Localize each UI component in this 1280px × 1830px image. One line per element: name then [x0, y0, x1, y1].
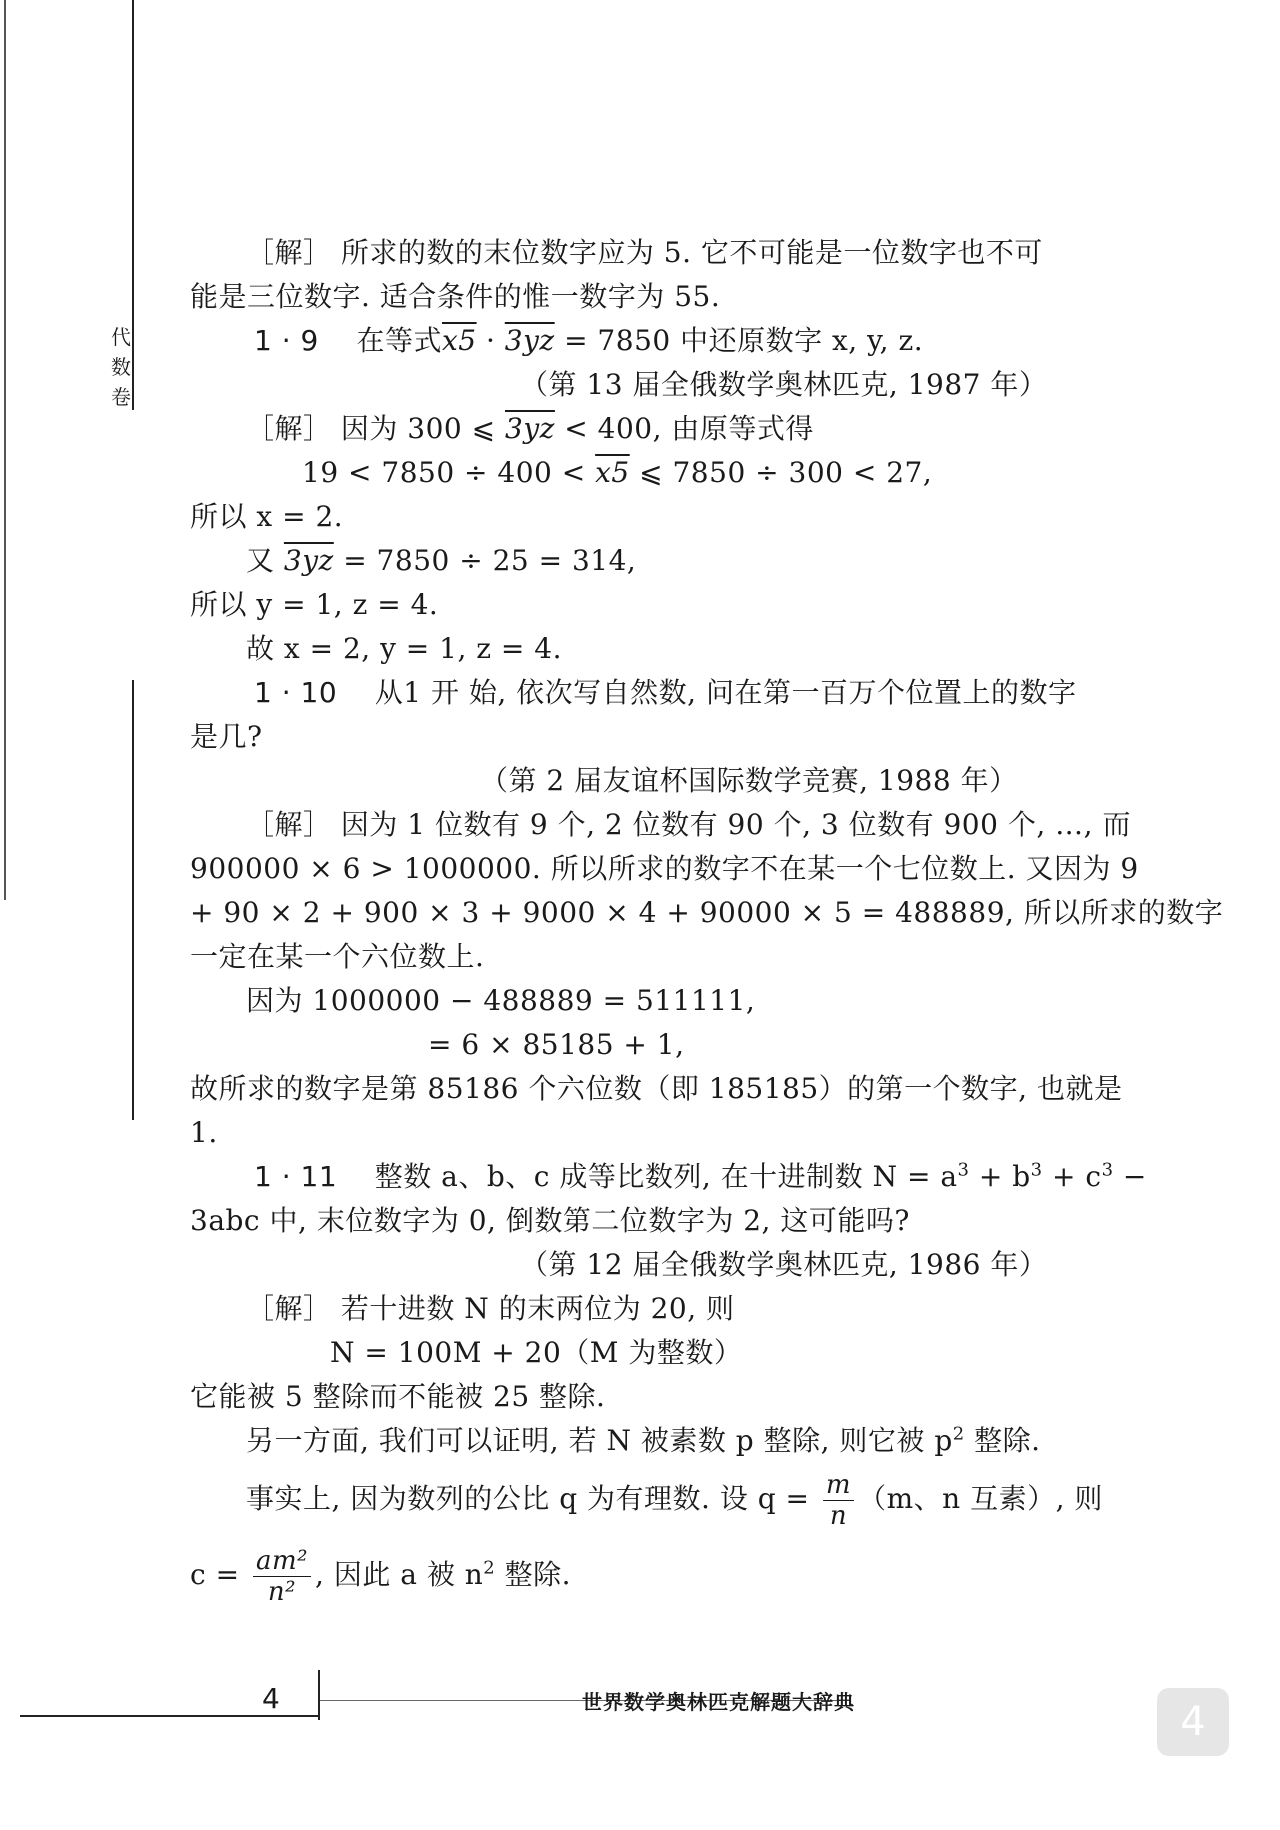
text-line: N = 100M + 20（M 为整数）	[330, 1336, 743, 1369]
footer-rule-left	[20, 1715, 320, 1717]
footer-divider	[318, 1670, 320, 1720]
text-line: + 90 × 2 + 900 × 3 + 9000 × 4 + 90000 × 5 = 488889, 所以所求的数字	[190, 896, 1224, 929]
text-line: 另一方面, 我们可以证明, 若 N 被素数 p 整除, 则它被 $p^2$ 整除.	[246, 1423, 1041, 1457]
text-line: ［解］ 若十进数 N 的末两位为 20, 则	[246, 1292, 735, 1325]
problem-source: （第 2 届友谊杯国际数学竞赛, 1988 年）	[480, 764, 1018, 797]
text-line: 所以 x = 2.	[190, 500, 344, 533]
text-line: 又 3yz = 7850 ÷ 25 = 314,	[246, 544, 637, 577]
problem-1-11: 1 · 11 整数 a、b、c 成等比数列, 在十进制数 $N = a^3 + b^3 + c^3$ −	[254, 1159, 1147, 1193]
text-line: 事实上, 因为数列的公比 q 为有理数. 设 q = $\frac{m}{n}$ （m、n 互素）, 则	[246, 1470, 1103, 1531]
text-line: 它能被 5 整除而不能被 25 整除.	[190, 1380, 606, 1413]
problem-1-10: 1 · 10 从1 开 始, 依次写自然数, 问在第一百万个位置上的数字	[254, 676, 1077, 709]
text-line: ［解］ 所求的数的末位数字应为 5. 它不可能是一位数字也不可	[246, 236, 1043, 269]
fraction-m-n: $\frac{m}{n}$	[823, 1470, 854, 1531]
text-line: 1.	[190, 1116, 218, 1149]
book-title: 世界数学奥林匹克解题大辞典	[582, 1690, 855, 1714]
text-line: 所以 y = 1, z = 4.	[190, 588, 439, 621]
left-margin-rule-bottom	[132, 680, 134, 1120]
text-line: 900000 × 6 > 1000000. 所以所求的数字不在某一个七位数上. 又因为 9	[190, 852, 1139, 885]
page-badge[interactable]: 4	[1157, 1688, 1229, 1756]
page-number: 4	[262, 1682, 280, 1715]
text-line: 是几?	[190, 720, 263, 753]
text-line: 3abc 中, 末位数字为 0, 倒数第二位数字为 2, 这可能吗?	[190, 1204, 910, 1237]
side-label: 代 数 卷	[111, 325, 131, 409]
text-line: c = $\frac{\text{am²}}{\text{n²}}$ , 因此 a 被 $n^2$ 整除.	[190, 1546, 572, 1607]
fraction-am2-n2: $\frac{\text{am²}}{\text{n²}}$	[253, 1546, 311, 1607]
text-line: 能是三位数字. 适合条件的惟一数字为 55.	[190, 280, 721, 313]
left-edge-rule	[4, 0, 6, 900]
text-line: = 6 × 85185 + 1,	[428, 1028, 685, 1061]
inequality-line: 19 < 7850 ÷ 400 < x5 ⩽ 7850 ÷ 300 < 27,	[302, 456, 933, 489]
problem-1-9: 1 · 9 在等式x5 · 3yz = 7850 中还原数字 x, y, z.	[254, 324, 924, 357]
problem-source: （第 13 届全俄数学奥林匹克, 1987 年）	[520, 368, 1048, 401]
problem-source: （第 12 届全俄数学奥林匹克, 1986 年）	[520, 1248, 1048, 1281]
text-line: ［解］ 因为 1 位数有 9 个, 2 位数有 90 个, 3 位数有 900 个, …, 而	[246, 808, 1131, 841]
text-line: 因为 1000000 − 488889 = 511111,	[246, 984, 756, 1017]
text-line: 一定在某一个六位数上.	[190, 940, 485, 973]
solution-1-9: ［解］ 因为 300 ⩽ 3yz < 400, 由原等式得	[246, 412, 814, 445]
text-line: 故所求的数字是第 85186 个六位数（即 185185）的第一个数字, 也就是	[190, 1072, 1123, 1105]
text-line: 故 x = 2, y = 1, z = 4.	[246, 632, 562, 665]
